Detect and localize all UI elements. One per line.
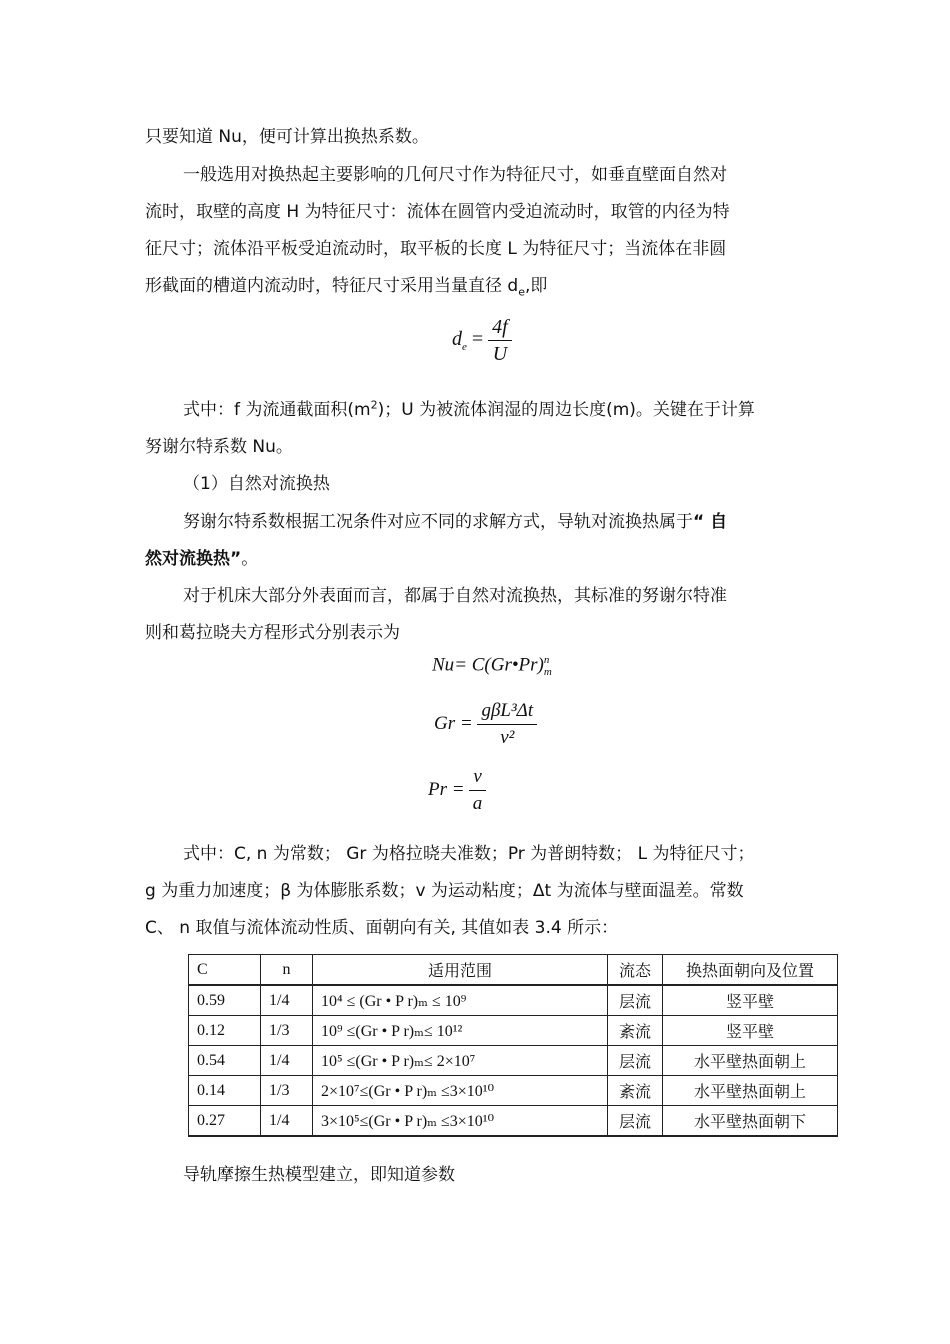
cell-flow-state: 层流 bbox=[608, 1046, 663, 1076]
paragraph-symbol-definition-line-2: 努谢尔特系数 Nu。 bbox=[145, 437, 293, 457]
table-row bbox=[189, 985, 838, 1016]
paragraph-nu-intro: 只要知道 Nu，便可计算出换热系数。 bbox=[145, 127, 429, 147]
cell-n: 1/4 bbox=[261, 1106, 313, 1137]
constants-table bbox=[188, 954, 838, 1137]
cell-c: 0.27 bbox=[189, 1106, 261, 1137]
cell-flow-state: 紊流 bbox=[608, 1076, 663, 1106]
paragraph-feature-size-line-1: 一般选用对换热起主要影响的几何尺寸作为特征尺寸，如垂直壁面自然对 bbox=[183, 165, 727, 185]
paragraph-machine-surface-line-2: 则和葛拉晓夫方程形式分别表示为 bbox=[145, 623, 400, 643]
header-c: C bbox=[189, 955, 261, 986]
table-row bbox=[189, 1076, 838, 1106]
paragraph-feature-size-line-2: 流时，取壁的高度 H 为特征尺寸：流体在圆管内受迫流动时，取管的内径为特 bbox=[145, 202, 730, 222]
cell-orientation: 竖平壁 bbox=[663, 1016, 838, 1046]
header-range: 适用范围 bbox=[313, 955, 608, 986]
paragraph-symbol-definition-line-1: 式中：f 为流通截面积$(m^2)$；U 为被流体润湿的周边长度(m)。关键在于计算 bbox=[183, 398, 755, 420]
table-row bbox=[189, 1106, 838, 1137]
cell-c: 0.59 bbox=[189, 985, 261, 1016]
paragraph-nusselt-line-2: 然对流换热”。 bbox=[145, 549, 259, 569]
cell-orientation: 水平壁热面朝上 bbox=[663, 1046, 838, 1076]
formula-equivalent-diameter: $d_e$ = $\frac{4f}{U}$ bbox=[452, 314, 512, 367]
paragraph-feature-size-line-3: 征尺寸；流体沿平板受迫流动时，取平板的长度 L 为特征尺寸；当流体在非圆 bbox=[145, 239, 727, 259]
cell-n: 1/4 bbox=[261, 1046, 313, 1076]
header-flow-state: 流态 bbox=[608, 955, 663, 986]
paragraph-friction-model: 导轨摩擦生热模型建立，即知道参数 bbox=[183, 1165, 455, 1185]
cell-range: 3×10⁵≤(Gr • P r)ₘ ≤3×10¹⁰ bbox=[313, 1106, 608, 1137]
cell-range: 10⁴ ≤ (Gr • P r)ₘ ≤ 10⁹ bbox=[313, 985, 608, 1016]
cell-range: 10⁵ ≤(Gr • P r)ₘ≤ 2×10⁷ bbox=[313, 1046, 608, 1076]
cell-orientation: 竖平壁 bbox=[663, 985, 838, 1016]
header-n: n bbox=[261, 955, 313, 986]
cell-c: 0.14 bbox=[189, 1076, 261, 1106]
cell-c: 0.54 bbox=[189, 1046, 261, 1076]
section-heading-natural-convection: （1）自然对流换热 bbox=[183, 474, 330, 494]
header-orientation: 换热面朝向及位置 bbox=[663, 955, 838, 986]
cell-n: 1/3 bbox=[261, 1016, 313, 1046]
cell-range: 2×10⁷≤(Gr • P r)ₘ ≤3×10¹⁰ bbox=[313, 1076, 608, 1106]
table-row bbox=[189, 1046, 838, 1076]
cell-c: 0.12 bbox=[189, 1016, 261, 1046]
paragraph-machine-surface-line-1: 对于机床大部分外表面而言，都属于自然对流换热，其标准的努谢尔特准 bbox=[183, 586, 727, 606]
paragraph-constants-line-1: 式中：C, n 为常数； Gr 为格拉晓夫准数；Pr 为普朗特数； L 为特征尺寸； bbox=[183, 844, 755, 864]
table-row bbox=[189, 1016, 838, 1046]
formula-grashof: Gr = $\frac{\text{gβL³Δt}}{\text{v²}}$ bbox=[434, 698, 537, 751]
cell-flow-state: 层流 bbox=[608, 985, 663, 1016]
paragraph-constants-line-2: g 为重力加速度；β 为体膨胀系数；v 为运动粘度；Δt 为流体与壁面温差。常数 bbox=[145, 881, 744, 901]
paragraph-nusselt-line-1: 努谢尔特系数根据工况条件对应不同的求解方式，导轨对流换热属于“ 自 bbox=[183, 512, 728, 532]
cell-flow-state: 层流 bbox=[608, 1106, 663, 1137]
cell-flow-state: 紊流 bbox=[608, 1016, 663, 1046]
cell-orientation: 水平壁热面朝上 bbox=[663, 1076, 838, 1106]
formula-nusselt: Nu= C(Gr•Pr) n m bbox=[432, 654, 552, 678]
cell-n: 1/4 bbox=[261, 985, 313, 1016]
paragraph-constants-line-3: C、 n 取值与流体流动性质、面朝向有关, 其值如表 3.4 所示： bbox=[145, 918, 619, 938]
formula-prandtl: Pr = $\frac{\nu}{a}$ bbox=[428, 764, 486, 817]
table-header-row bbox=[189, 955, 838, 986]
cell-n: 1/3 bbox=[261, 1076, 313, 1106]
cell-range: 10⁹ ≤(Gr • P r)ₘ≤ 10¹² bbox=[313, 1016, 608, 1046]
cell-orientation: 水平壁热面朝下 bbox=[663, 1106, 838, 1137]
paragraph-feature-size-line-4: 形截面的槽道内流动时，特征尺寸采用当量直径 $d_e$,即 bbox=[145, 276, 548, 299]
